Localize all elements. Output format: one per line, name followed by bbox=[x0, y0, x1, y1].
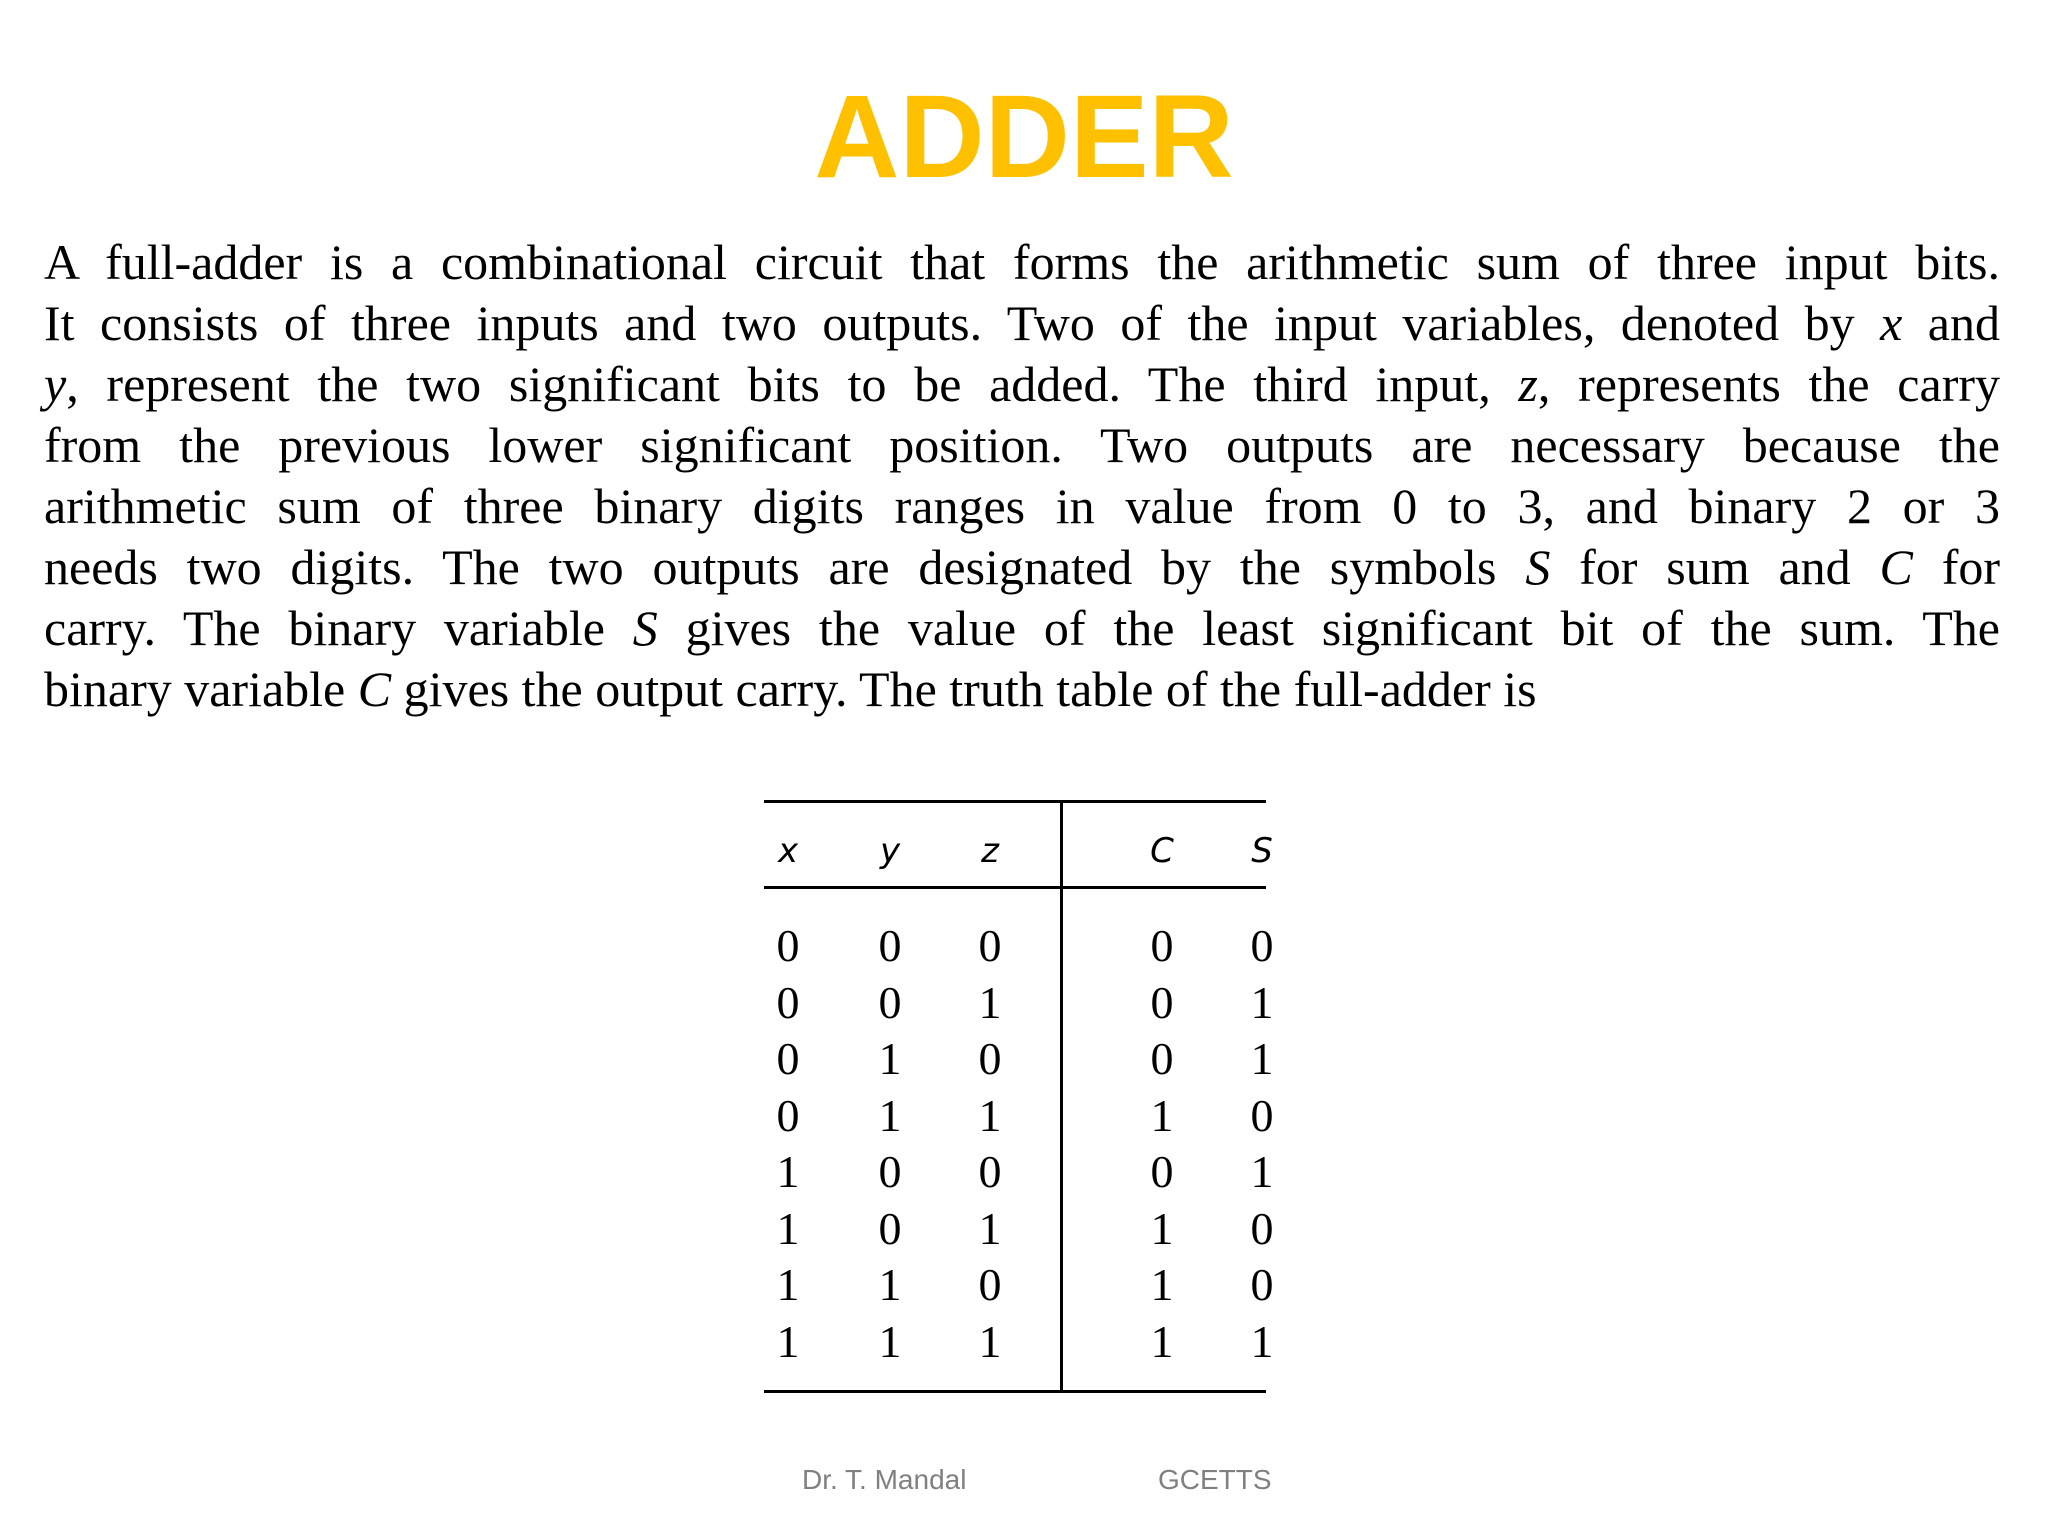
cell-z: 0 bbox=[978, 920, 1002, 971]
paragraph-line: binary variable C gives the output carry. The truth table of the full-adder is bbox=[44, 661, 1537, 717]
paragraph-line: carry. The binary variable S gives the value of the least significant bit of the sum. The bbox=[44, 600, 2001, 656]
cell-x: 1 bbox=[776, 1315, 800, 1367]
header-y: y bbox=[879, 831, 901, 871]
header-c: C bbox=[1150, 831, 1174, 871]
cell-c: 0 bbox=[1150, 1146, 1174, 1197]
full-adder-description bbox=[44, 232, 2000, 720]
cell-s: 1 bbox=[1250, 1315, 1274, 1367]
cell-c: 1 bbox=[1150, 1315, 1174, 1367]
cell-x: 1 bbox=[776, 1146, 800, 1197]
cell-z: 1 bbox=[978, 1315, 1002, 1367]
cell-y: 0 bbox=[878, 1202, 902, 1254]
footer-author: Dr. T. Mandal bbox=[802, 1464, 967, 1495]
cell-c: 0 bbox=[1150, 976, 1174, 1028]
header-s: S bbox=[1251, 831, 1273, 871]
paragraph-line: It consists of three inputs and two outputs. Two of the input variables, denoted by x and bbox=[44, 295, 2000, 351]
cell-z: 0 bbox=[978, 1259, 1002, 1310]
cell-c: 1 bbox=[1150, 1089, 1174, 1141]
cell-c: 1 bbox=[1150, 1202, 1174, 1254]
cell-y: 0 bbox=[878, 920, 902, 971]
cell-s: 1 bbox=[1250, 1146, 1274, 1197]
paragraph-line: needs two digits. The two outputs are designated by the symbols S for sum and C for bbox=[44, 539, 2000, 595]
table-bottom-rule bbox=[764, 1390, 1266, 1393]
cell-s: 0 bbox=[1250, 920, 1274, 971]
cell-z: 0 bbox=[978, 1033, 1002, 1084]
cell-y: 0 bbox=[878, 1146, 902, 1197]
cell-x: 0 bbox=[776, 920, 800, 971]
cell-s: 0 bbox=[1250, 1202, 1274, 1254]
truth-table bbox=[764, 800, 1274, 1398]
slide-title: ADDER bbox=[814, 71, 1234, 203]
table-column-divider bbox=[1060, 800, 1063, 1393]
paragraph-line: y, represent the two significant bits to be added. The third input, z, represents the carry bbox=[44, 356, 2000, 412]
cell-y: 1 bbox=[878, 1259, 902, 1310]
cell-c: 0 bbox=[1150, 1033, 1174, 1084]
cell-z: 0 bbox=[978, 1146, 1002, 1197]
cell-z: 1 bbox=[978, 1089, 1002, 1141]
cell-y: 0 bbox=[878, 976, 902, 1028]
cell-s: 1 bbox=[1250, 1033, 1274, 1084]
cell-c: 0 bbox=[1150, 920, 1174, 971]
header-z: z bbox=[981, 831, 999, 871]
cell-y: 1 bbox=[878, 1315, 902, 1367]
header-x: x bbox=[777, 831, 799, 871]
cell-z: 1 bbox=[978, 1202, 1002, 1254]
cell-c: 1 bbox=[1150, 1259, 1174, 1310]
cell-x: 0 bbox=[776, 1089, 800, 1141]
cell-y: 1 bbox=[878, 1089, 902, 1141]
cell-s: 1 bbox=[1250, 976, 1274, 1028]
cell-y: 1 bbox=[878, 1033, 902, 1084]
table-header-rule bbox=[764, 886, 1266, 889]
paragraph-line: A full-adder is a combinational circuit that forms the arithmetic sum of three input bits. bbox=[44, 234, 2000, 290]
cell-x: 1 bbox=[776, 1202, 800, 1254]
cell-x: 0 bbox=[776, 976, 800, 1028]
table-top-rule bbox=[764, 800, 1266, 803]
cell-s: 0 bbox=[1250, 1089, 1274, 1141]
cell-s: 0 bbox=[1250, 1259, 1274, 1310]
cell-z: 1 bbox=[978, 976, 1002, 1028]
cell-x: 1 bbox=[776, 1259, 800, 1310]
footer-institution: GCETTS bbox=[1158, 1464, 1272, 1495]
paragraph-line: from the previous lower significant position. Two outputs are necessary because the bbox=[44, 417, 2000, 473]
paragraph-line: arithmetic sum of three binary digits ranges in value from 0 to 3, and binary 2 or 3 bbox=[44, 478, 2000, 534]
cell-x: 0 bbox=[776, 1033, 800, 1084]
